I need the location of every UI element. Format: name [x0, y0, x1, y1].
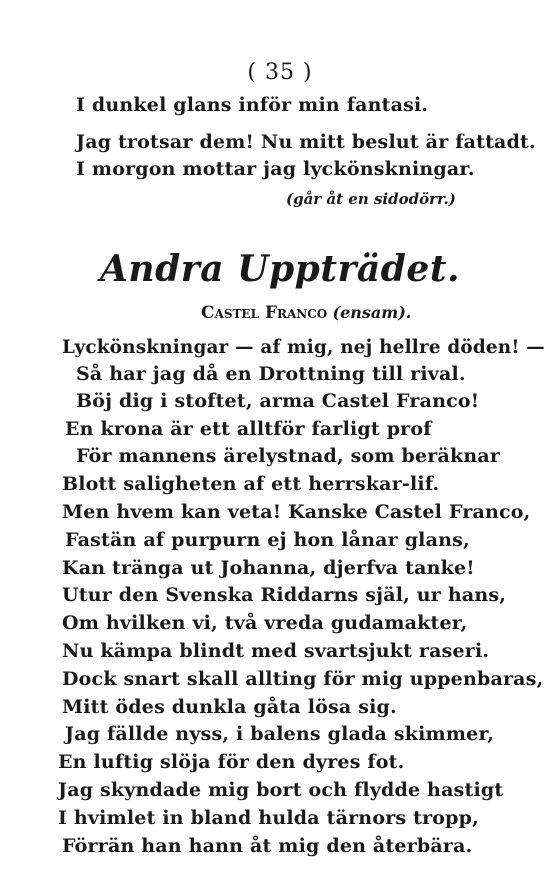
verse-line: Men hvem kan veta! Kanske Castel Franco, — [62, 501, 531, 523]
speaker-note: (ensam). — [332, 303, 412, 322]
verse-line: Jag skyndade mig bort och flydde hastigt — [58, 779, 504, 801]
verse-line: Fastän af purpurn ej hon lånar glans, — [65, 529, 470, 551]
verse-line: För mannens ärelystnad, som beräknar — [76, 445, 501, 467]
verse-line: Jag trotsar dem! Nu mitt beslut är fattadt. — [76, 131, 536, 153]
verse-line: Lyckönskningar — af mig, nej hellre döden! — — [62, 336, 545, 358]
verse-line: I hvimlet in bland hulda tärnors tropp, — [58, 807, 479, 829]
verse-line: Blott saligheten af ett herrskar-lif. — [62, 473, 440, 495]
verse-line: Om hvilken vi, två vreda gudamakter, — [62, 612, 468, 634]
verse-line: Dock snart skall allting för mig uppenbaras, — [62, 668, 544, 690]
verse-line: En krona är ett alltför farligt prof — [65, 418, 432, 440]
verse-line: Nu kämpa blindt med svartsjukt raseri. — [62, 640, 490, 662]
verse-line: I morgon mottar jag lyckönskningar. — [76, 158, 475, 180]
verse-line: Så har jag då en Drottning till rival. — [76, 363, 466, 385]
stage-direction: (går åt en sidodörr.) — [286, 190, 456, 208]
verse-line: Förrän han hann åt mig den återbära. — [62, 835, 473, 857]
speaker-heading — [201, 303, 411, 323]
page-number: ( 35 ) — [247, 60, 313, 85]
verse-line: Kan tränga ut Johanna, djerfva tanke! — [62, 557, 475, 579]
verse-line: Mitt ödes dunkla gåta lösa sig. — [62, 696, 397, 718]
speaker-name: Castel Franco — [201, 303, 328, 323]
verse-line: Böj dig i stoftet, arma Castel Franco! — [76, 390, 480, 412]
verse-line: Utur den Svenska Riddarns själ, ur hans, — [62, 584, 507, 606]
verse-line: En luftig slöja för den dyres fot. — [58, 751, 405, 773]
scene-title: Andra Uppträdet. — [99, 248, 460, 290]
verse-line: Jag fällde nyss, i balens glada skimmer, — [65, 723, 495, 745]
verse-line: I dunkel glans inför min fantasi. — [76, 94, 429, 116]
